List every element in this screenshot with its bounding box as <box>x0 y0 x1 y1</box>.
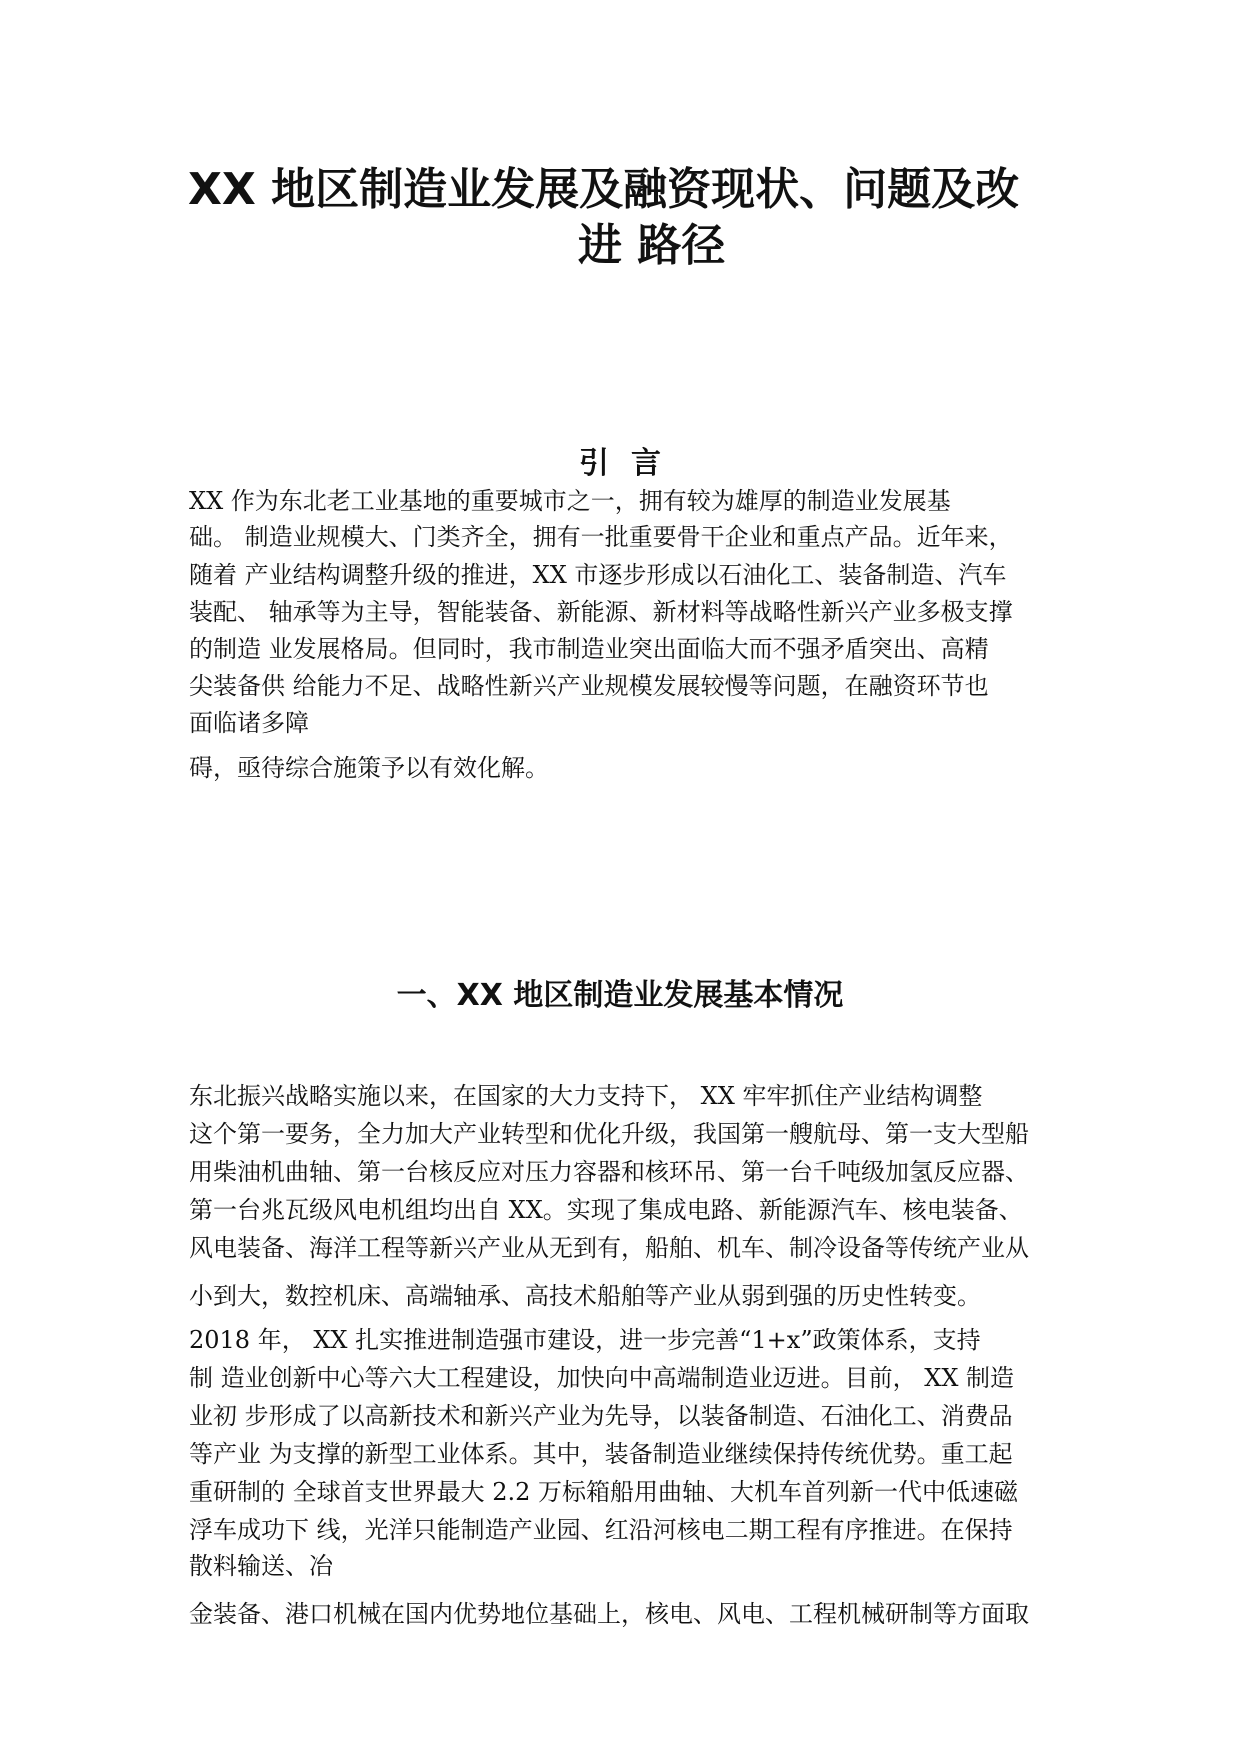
intro-paragraph-line: 随着 产业结构调整升级的推进，XX 市逐步形成以石油化工、装备制造、汽车 <box>189 561 1007 589</box>
section-1-paragraph-line: 东北振兴战略实施以来，在国家的大力支持下， XX 牢牢抓住产业结构调整 <box>189 1082 983 1110</box>
section-1-paragraph-line: 等产业 为支撑的新型工业体系。其中，装备制造业继续保持传统优势。重工起 <box>189 1440 1013 1468</box>
document-title-line-1: XX 地区制造业发展及融资现状、问题及改 <box>188 164 1020 215</box>
section-1-paragraph-line: 重研制的 全球首支世界最大 2.2 万标箱船用曲轴、大机车首列新一代中低速磁 <box>189 1478 1019 1506</box>
section-1-paragraph-line: 用柴油机曲轴、第一台核反应对压力容器和核环吊、第一台千吨级加氢反应器、 <box>189 1158 1029 1186</box>
section-1-paragraph-line: 金装备、港口机械在国内优势地位基础上，核电、风电、工程机械研制等方面取 <box>189 1600 1029 1628</box>
intro-paragraph-line: 的制造 业发展格局。但同时，我市制造业突出面临大而不强矛盾突出、高精 <box>189 635 989 663</box>
document-title-line-2: 进 路径 <box>578 220 726 271</box>
intro-heading: 引言 <box>579 446 683 481</box>
intro-paragraph-line: 尖装备供 给能力不足、战略性新兴产业规模发展较慢等问题，在融资环节也 <box>189 672 989 700</box>
intro-paragraph-line: 面临诸多障 <box>189 709 309 737</box>
section-1-paragraph-line: 散料输送、冶 <box>189 1552 333 1580</box>
section-1-paragraph-line: 浮车成功下 线，光洋只能制造产业园、红沿河核电二期工程有序推进。在保持 <box>189 1516 1013 1544</box>
section-1-paragraph-line: 2018 年， XX 扎实推进制造强市建设，进一步完善“1+x”政策体系，支持 <box>189 1326 981 1354</box>
section-1-paragraph-line: 业初 步形成了以高新技术和新兴产业为先导，以装备制造、石油化工、消费品 <box>189 1402 1013 1430</box>
intro-paragraph-line: 碍，亟待综合施策予以有效化解。 <box>189 754 549 782</box>
section-1-paragraph-line: 小到大，数控机床、高端轴承、高技术船舶等产业从弱到强的历史性转变。 <box>189 1282 981 1310</box>
section-1-paragraph-line: 风电装备、海洋工程等新兴产业从无到有，船舶、机车、制冷设备等传统产业从 <box>189 1234 1029 1262</box>
section-1-paragraph-line: 这个第一要务，全力加大产业转型和优化升级，我国第一艘航母、第一支大型船 <box>189 1120 1029 1148</box>
intro-paragraph-line: XX 作为东北老工业基地的重要城市之一，拥有较为雄厚的制造业发展基 <box>189 487 951 515</box>
intro-paragraph-line: 装配、 轴承等为主导，智能装备、新能源、新材料等战略性新兴产业多极支撑 <box>189 598 1013 626</box>
section-1-paragraph-line: 制 造业创新中心等六大工程建设，加快向中高端制造业迈进。目前， XX 制造 <box>189 1364 1015 1392</box>
section-1-heading: 一、XX 地区制造业发展基本情况 <box>396 978 844 1013</box>
intro-paragraph-line: 础。 制造业规模大、门类齐全，拥有一批重要骨干企业和重点产品。近年来， <box>189 523 1013 551</box>
section-1-paragraph-line: 第一台兆瓦级风电机组均出自 XX。实现了集成电路、新能源汽车、核电装备、 <box>189 1196 1023 1224</box>
